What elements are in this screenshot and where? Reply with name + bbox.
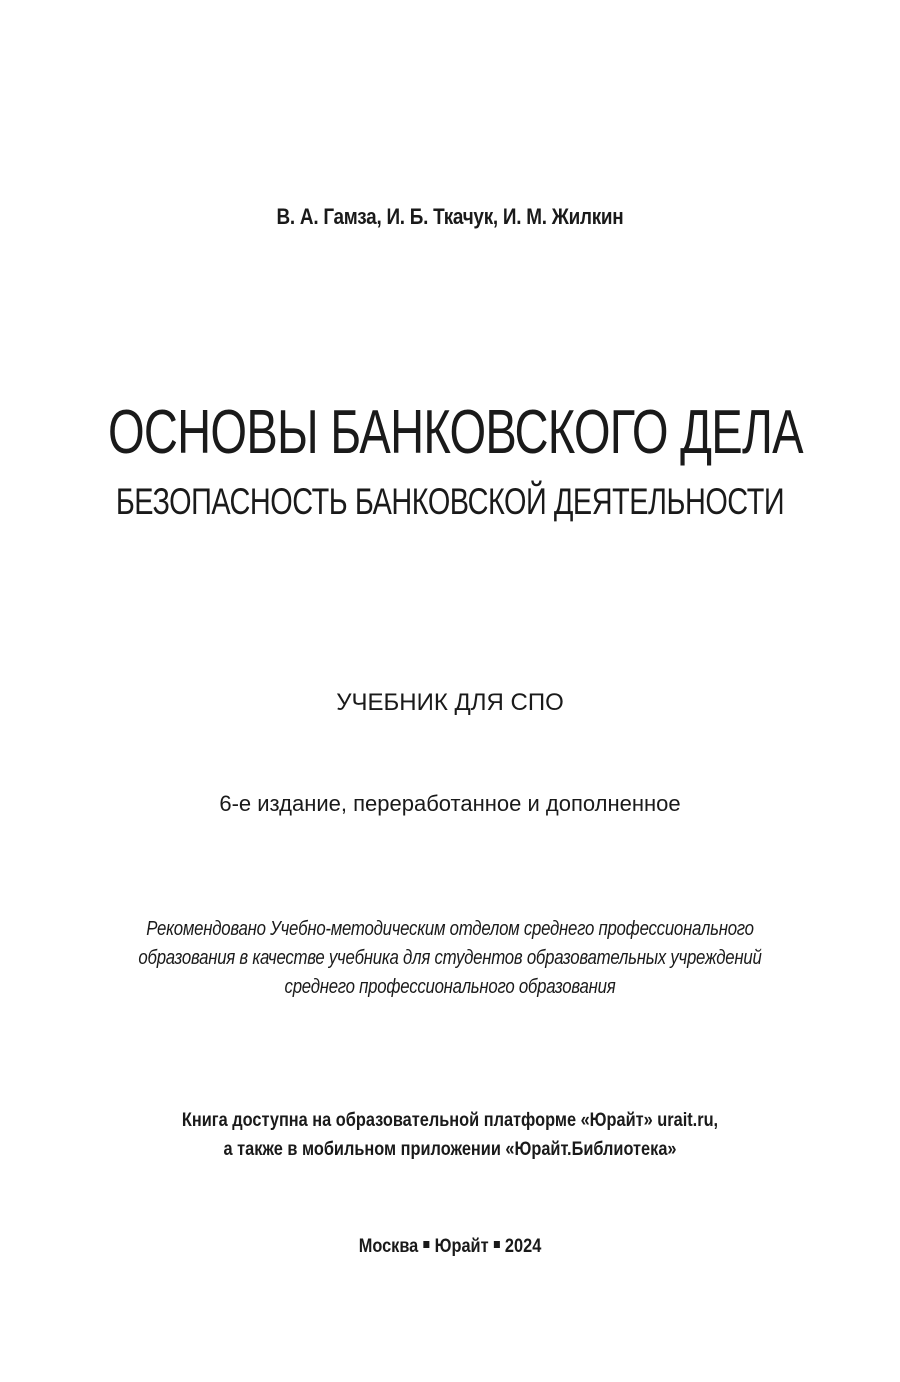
edition: 6-е издание, переработанное и дополненное (219, 791, 681, 816)
square-bullet-icon (494, 1241, 500, 1248)
imprint-publisher: Юрайт (434, 1236, 489, 1257)
recommendation-line-1: Рекомендовано Учебно-методическим отделом среднего профессионального (146, 918, 754, 940)
recommendation-line-2: образования в качестве учебника для студентов образовательных учреждений (138, 947, 762, 969)
book-title: ОСНОВЫ БАНКОВСКОГО ДЕЛА (108, 398, 803, 467)
book-subtitle: БЕЗОПАСНОСТЬ БАНКОВСКОЙ ДЕЯТЕЛЬНОСТИ (115, 481, 785, 522)
authors: В. А. Гамза, И. Б. Ткачук, И. М. Жилкин (276, 204, 624, 229)
recommendation-line-3: среднего профессионального образования (284, 976, 616, 998)
book-type: УЧЕБНИК ДЛЯ СПО (336, 689, 564, 716)
imprint-year: 2024 (504, 1236, 542, 1257)
availability-line-2: а также в мобильном приложении «Юрайт.Библиотека» (223, 1139, 677, 1160)
imprint-city: Москва (358, 1236, 419, 1257)
availability-line-1: Книга доступна на образовательной платформе «Юрайт» urait.ru, (181, 1110, 719, 1131)
square-bullet-icon (423, 1241, 429, 1248)
imprint (63, 1234, 837, 1260)
